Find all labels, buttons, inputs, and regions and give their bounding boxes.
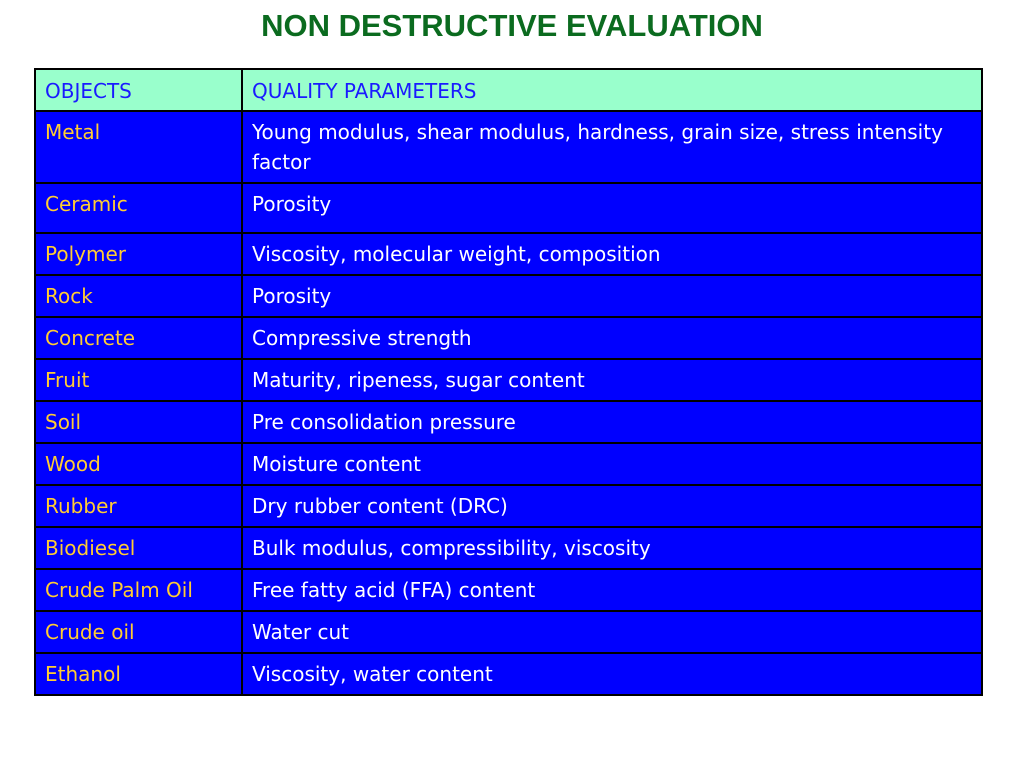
row-parameters: Viscosity, water content xyxy=(242,653,982,695)
row-object: Ethanol xyxy=(35,653,242,695)
row-object: Soil xyxy=(35,401,242,443)
row-object: Ceramic xyxy=(35,183,242,233)
table-row xyxy=(35,111,982,183)
page-title: NON DESTRUCTIVE EVALUATION xyxy=(261,8,763,43)
row-object: Concrete xyxy=(35,317,242,359)
table-row xyxy=(35,443,982,485)
table-row xyxy=(35,401,982,443)
row-parameters: Compressive strength xyxy=(242,317,982,359)
row-object: Crude oil xyxy=(35,611,242,653)
row-parameters: Dry rubber content (DRC) xyxy=(242,485,982,527)
table-header-row xyxy=(35,69,982,111)
table-row xyxy=(35,527,982,569)
table-row xyxy=(35,359,982,401)
table-row xyxy=(35,653,982,695)
table-row xyxy=(35,275,982,317)
table-row xyxy=(35,233,982,275)
row-object: Fruit xyxy=(35,359,242,401)
nde-table xyxy=(34,68,983,696)
table-row xyxy=(35,611,982,653)
row-object: Polymer xyxy=(35,233,242,275)
row-parameters: Water cut xyxy=(242,611,982,653)
row-parameters: Porosity xyxy=(242,183,982,233)
row-object: Rubber xyxy=(35,485,242,527)
row-parameters: Porosity xyxy=(242,275,982,317)
row-object: Biodiesel xyxy=(35,527,242,569)
header-quality-parameters: QUALITY PARAMETERS xyxy=(242,69,982,111)
header-objects: OBJECTS xyxy=(35,69,242,111)
row-parameters: Pre consolidation pressure xyxy=(242,401,982,443)
row-object: Crude Palm Oil xyxy=(35,569,242,611)
row-object: Wood xyxy=(35,443,242,485)
row-parameters: Maturity, ripeness, sugar content xyxy=(242,359,982,401)
row-parameters: Viscosity, molecular weight, composition xyxy=(242,233,982,275)
table-row xyxy=(35,569,982,611)
row-object: Rock xyxy=(35,275,242,317)
table-row xyxy=(35,183,982,233)
table-row xyxy=(35,485,982,527)
row-parameters: Free fatty acid (FFA) content xyxy=(242,569,982,611)
row-parameters: Moisture content xyxy=(242,443,982,485)
row-parameters: Young modulus, shear modulus, hardness, grain size, stress intensity factor xyxy=(242,111,982,183)
table-row xyxy=(35,317,982,359)
row-object: Metal xyxy=(35,111,242,183)
row-parameters: Bulk modulus, compressibility, viscosity xyxy=(242,527,982,569)
